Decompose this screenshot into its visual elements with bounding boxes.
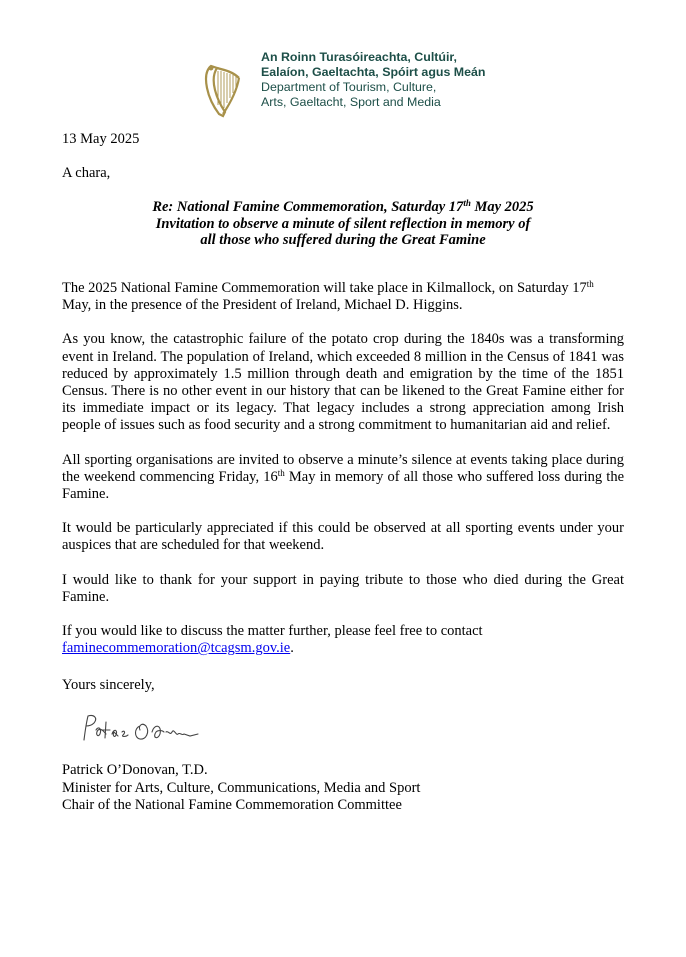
subject-line-2: Invitation to observe a minute of silent reflection in memory of — [155, 215, 531, 232]
signer-title-1: Minister for Arts, Culture, Communications, Media and Sport — [62, 779, 421, 796]
department-name-irish-line2: Ealaíon, Gaeltachta, Spóirt agus Meán — [261, 65, 486, 79]
signer-block — [62, 762, 420, 815]
letter-date: 13 May 2025 — [62, 131, 140, 147]
paragraph-6: If you would like to discuss the matter further, please feel free to contact faminecommemoration@tcagsm.gov.ie. — [62, 623, 483, 657]
signature — [78, 708, 208, 748]
subject-line-3: all those who suffered during the Great Famine — [200, 232, 486, 248]
signer-name: Patrick O’Donovan, T.D. — [62, 762, 208, 778]
department-name — [261, 50, 485, 110]
subject-block — [62, 199, 624, 249]
subject-line-1: Re: National Famine Commemoration, Saturday 17th May 2025 — [152, 198, 534, 215]
paragraph-3: All sporting organisations are invited to observe a minute’s silence at events taking place during the weekend commencing Friday, 16th May in memory of all those who suffered loss during the Famine. — [62, 451, 625, 503]
department-name-english-line2: Arts, Gaeltacht, Sport and Media — [261, 95, 441, 109]
closing: Yours sincerely, — [62, 677, 155, 693]
harp-icon — [203, 62, 243, 118]
contact-email-link[interactable]: faminecommemoration@tcagsm.gov.ie — [62, 640, 291, 657]
department-name-irish-line1: An Roinn Turasóireachta, Cultúir, — [261, 50, 457, 64]
letter-body — [62, 280, 624, 674]
paragraph-1: The 2025 National Famine Commemoration will take place in Kilmallock, on Saturday 17th May, in the presence of the President of Ireland, Michael D. Higgins. — [62, 279, 594, 314]
paragraph-2: As you know, the catastrophic failure of the potato crop during the 1840s was a transforming event in Ireland. The population of Ireland, which exceeded 8 million in the Census of 1841 was reduced by approximately 1.5 million through death and emigration by the time of the 1851 Census. There is no other event in our history that can be likened to the Great Famine either for its immediate impact or its legacy. That legacy includes a strong appreciation among Irish people of issues such as food security and a strong commitment to humanitarian aid and relief. — [62, 331, 624, 434]
paragraph-4: It would be particularly appreciated if this could be observed at all sporting events under your auspices that are scheduled for that weekend. — [62, 520, 624, 554]
signer-title-2: Chair of the National Famine Commemoration Committee — [62, 797, 402, 813]
department-name-english-line1: Department of Tourism, Culture, — [261, 80, 437, 94]
paragraph-5: I would like to thank for your support in paying tribute to those who died during the Great Famine. — [62, 571, 624, 605]
salutation: A chara, — [62, 165, 111, 181]
